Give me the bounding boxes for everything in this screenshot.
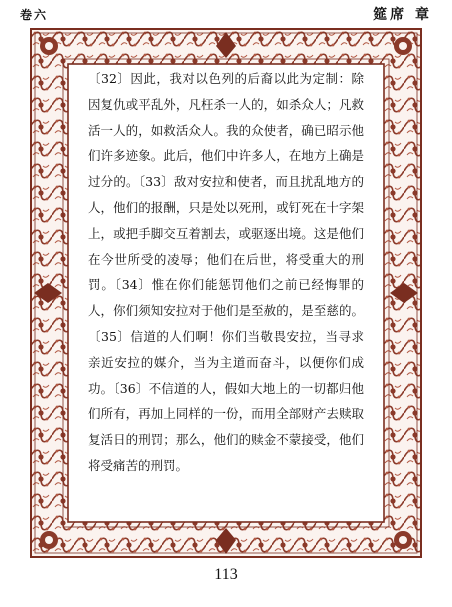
page-number: 113 (214, 566, 238, 583)
chapter-label: 卷六 (20, 8, 49, 22)
surah-title: 筵席 章 (373, 7, 432, 23)
verse-paragraph: 〔32〕因此，我对以色列的后裔以此为定制：除因复仇或平乱外，凡枉杀一人的，如杀众人；凡救活一人的，如救活众人。我的众使者，确已昭示他们许多迹象。此后，他们中许多人，在地方上确是过分的。〔33〕敌对安拉和使者，而且扰乱地方的人，他们的报酬，只是处以死刑，或钉死在十字架上，或把手脚交互着割去，或驱逐出境。这是他们在今世所受的凌辱；他们在后世，将受重大的刑罚。〔34〕惟在你们能惩罚他们之前已经悔罪的人，你们须知安拉对于他们是至赦的，是至慈的。〔35〕信道的人们啊！你们当敬畏安拉，当寻求亲近安拉的媒介，当为主道而奋斗，以便你们成功。〔36〕不信道的人，假如大地上的一切都归他们所有，再加上同样的一份，而用全部财产去赎取复活日的刑罚；那么，他们的赎金不蒙接受，他们将受痛苦的刑罚。 (88, 71, 364, 473)
body-text (88, 66, 364, 479)
